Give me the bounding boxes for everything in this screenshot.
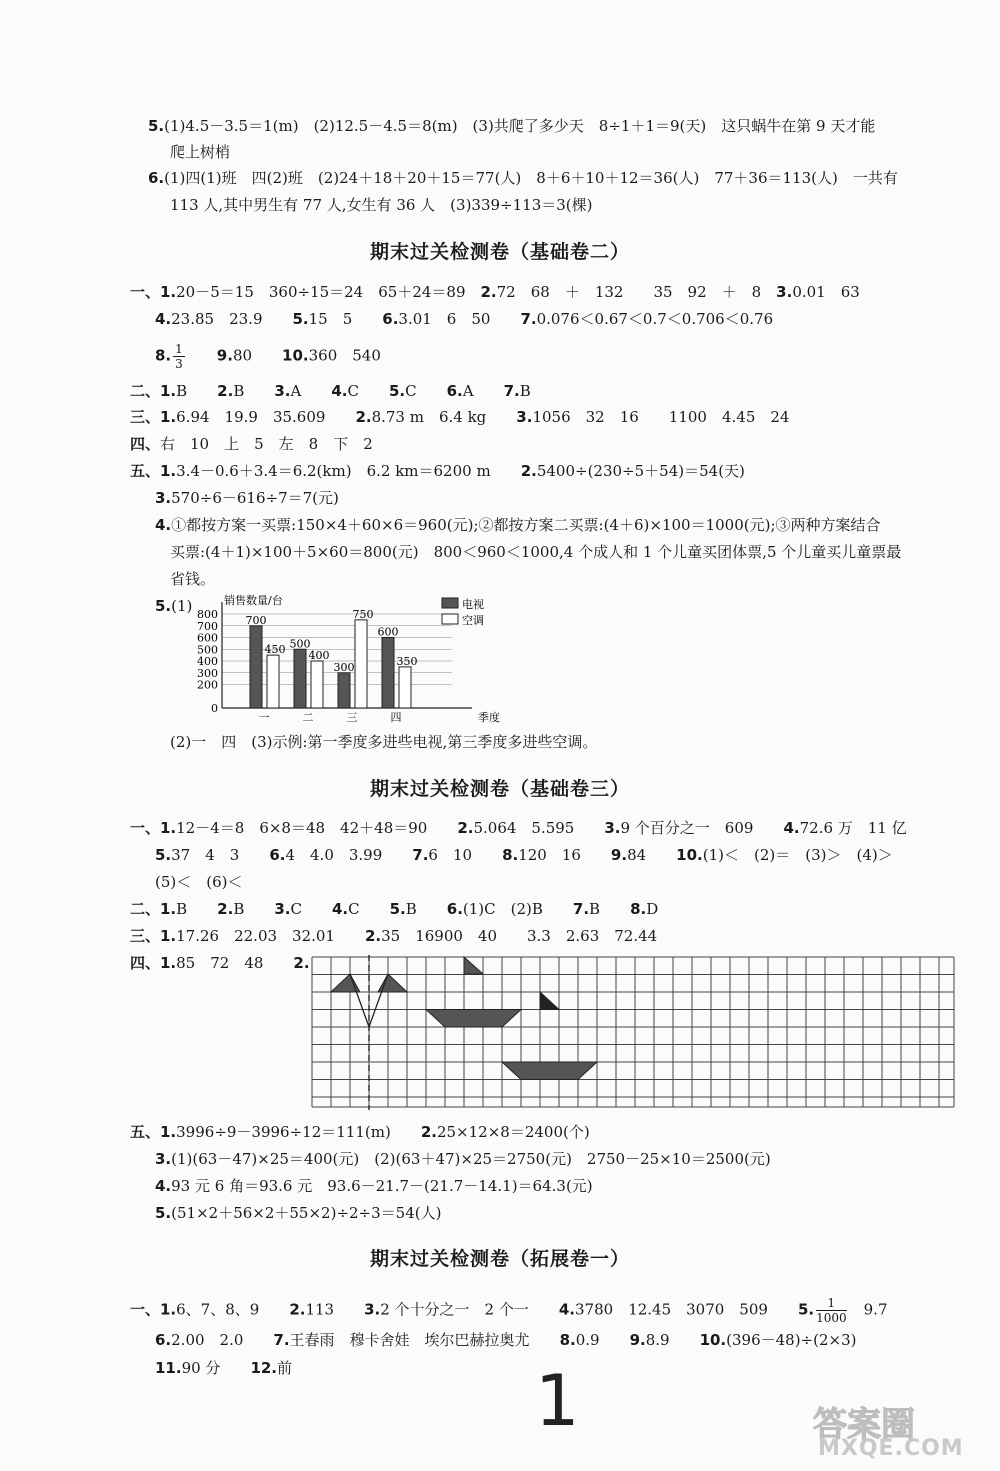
answer-line: 买票:(4＋1)×100＋5×60＝800(元) 800＜960＜1000,4 个成人和 1 个儿童买团体票,5 个儿童买儿童票最 — [170, 543, 902, 561]
answer-line: (2)一 四 (3)示例:第一季度多进些电视,第三季度多进些空调。 — [170, 733, 598, 751]
watermark-url: MXQE.COM — [818, 1436, 964, 1461]
section-title: 期末过关检测卷（基础卷三） — [369, 778, 630, 800]
y-tick-label: 800 — [197, 608, 218, 621]
answer-line: 6.(1)四(1)班 四(2)班 (2)24＋18＋20＋15＝77(人) 8＋6＋10＋12＝36(人) 77＋36＝113(人) 一共有 — [148, 169, 898, 187]
upper-trapezoid-shape — [426, 1010, 521, 1028]
answer-line: 3.570÷6－616÷7＝7(元) — [155, 489, 339, 507]
grid-lines — [312, 957, 954, 1107]
legend-swatch — [442, 598, 458, 608]
transformation-grid-figure — [308, 955, 958, 1115]
answer-line: 4.①都按方案一买票:150×4＋60×6＝960(元);②都按方案二买票:(4＋6)×100＝1000(元);③两种方案结合 — [155, 516, 881, 534]
x-axis-label: 季度 — [478, 711, 500, 724]
bar-tv — [250, 626, 262, 708]
x-tick-label: 一 — [258, 711, 270, 724]
fraction: $\frac{1}{3}$ — [175, 342, 183, 371]
answer-line: 五、1.3996÷9－3996÷12＝111(m) 2.25×12×8＝2400(个) — [130, 1123, 590, 1141]
y-tick-label: 600 — [197, 631, 218, 645]
x-tick-label: 二 — [302, 711, 314, 724]
answer-line: (5)＜ (6)＜ — [155, 873, 243, 891]
fraction: $\frac{1}{1000}$ — [816, 1296, 847, 1325]
answer-line: 二、1.B 2.B 3.C 4.C 5.B 6.(1)C (2)B 7.B 8.D — [130, 900, 659, 918]
section-title: 期末过关检测卷（拓展卷一） — [369, 1248, 630, 1270]
answer-line: 省钱。 — [170, 570, 216, 588]
data-label: 500 — [289, 637, 311, 651]
bar-ac — [311, 661, 323, 708]
data-label: 600 — [377, 625, 399, 639]
data-label: 700 — [245, 613, 267, 627]
y-tick-label: 500 — [197, 643, 218, 657]
answer-line: 5.(1)4.5－3.5＝1(m) (2)12.5－4.5＝8(m) (3)共爬了多少天 8÷1＋1＝9(天) 这只蜗牛在第 9 天才能 — [148, 117, 876, 135]
bar-ac — [399, 667, 411, 708]
answer-line: 3.(1)(63－47)×25＝400(元) (2)(63＋47)×25＝2750(元) 2750－25×10＝2500(元) — [155, 1150, 771, 1168]
y-tick-label: 0 — [211, 702, 218, 715]
page-number: 1 — [535, 1360, 580, 1442]
answer-line: 二、1.B 2.B 3.A 4.C 5.C 6.A 7.B — [130, 382, 531, 400]
x-tick-label: 四 — [390, 711, 402, 724]
bar-tv — [294, 649, 306, 708]
data-label: 350 — [396, 654, 418, 668]
data-label: 450 — [264, 643, 286, 657]
y-axis-label: 销售数量/台 — [224, 594, 283, 607]
answer-line: 11.90 分 12.前 — [155, 1359, 293, 1377]
answer-line: 一、1.6、7、8、9 2.113 3.2 个十分之一 2 个一 4.3780 12.45 3070 509 5. $\frac{1}{1000}$ 9.7 — [130, 1296, 888, 1325]
answer-line: 4.93 元 6 角＝93.6 元 93.6－21.7－(21.7－14.1)＝64.3(元) — [155, 1177, 593, 1195]
y-tick-label: 200 — [197, 678, 218, 692]
top-triangle-shape — [464, 957, 483, 974]
bar-tv — [338, 673, 350, 708]
bar-ac — [267, 655, 279, 708]
answer-line: 113 人,其中男生有 77 人,女生有 36 人 (3)339÷113＝3(棵) — [170, 196, 593, 214]
answer-line: 一、1.20－5＝15 360÷15＝24 65＋24＝89 2.72 68 ＋ 132 35 92 ＋ 8 3.0.01 63 — [130, 283, 860, 301]
answer-line: 5.(1) — [155, 597, 193, 615]
data-label: 400 — [308, 649, 330, 662]
answer-line: 三、1.6.94 19.9 35.609 2.8.73 m 6.4 kg 3.1056 32 16 1100 4.45 24 — [130, 408, 790, 426]
small-triangle-shape — [540, 992, 559, 1010]
answer-line: 8. $\frac{1}{3}$ 9.80 10.360 540 — [155, 342, 381, 371]
data-label: 750 — [352, 607, 374, 621]
legend-swatch — [442, 614, 458, 624]
y-tick-label: 400 — [197, 655, 218, 668]
answer-line: 5.(51×2＋56×2＋55×2)÷2÷3＝54(人) — [155, 1204, 442, 1222]
answer-line: 4.23.85 23.9 5.15 5 6.3.01 6 50 7.0.076＜0.67＜0.7＜0.706＜0.76 — [155, 310, 774, 328]
answer-line: 五、1.3.4－0.6＋3.4＝6.2(km) 6.2 km＝6200 m 2.5400÷(230÷5＋54)＝54(天) — [130, 462, 745, 480]
answer-line: 四、1.85 72 48 2. — [130, 954, 310, 972]
answer-line: 5.37 4 3 6.4 4.0 3.99 7.6 10 8.120 16 9.84 10.(1)＜ (2)＝ (3)＞ (4)＞ — [155, 846, 893, 864]
x-tick-label: 三 — [346, 711, 358, 724]
bar-ac — [355, 620, 367, 708]
legend-label: 空调 — [462, 614, 484, 627]
answer-line: 四、右 10 上 5 左 8 下 2 — [130, 435, 373, 453]
bar-tv — [382, 638, 394, 709]
answer-line: 6.2.00 2.0 7.王春雨 穆卡舍娃 埃尔巴赫拉奥尤 8.0.9 9.8.9 10.(396－48)÷(2×3) — [155, 1331, 857, 1349]
lower-trapezoid-shape — [502, 1062, 597, 1080]
legend-label: 电视 — [462, 598, 484, 611]
answer-line: 爬上树梢 — [170, 143, 231, 161]
data-label: 300 — [333, 660, 355, 674]
section-title: 期末过关检测卷（基础卷二） — [369, 241, 630, 263]
y-tick-label: 700 — [197, 619, 218, 633]
bar-chart — [170, 594, 500, 729]
watermark-logo-text: 答案圈 — [813, 1405, 915, 1445]
answer-line: 一、1.12－4＝8 6×8＝48 42＋48＝90 2.5.064 5.595 3.9 个百分之一 609 4.72.6 万 11 亿 — [130, 819, 907, 837]
y-tick-label: 300 — [197, 666, 218, 680]
answer-line: 三、1.17.26 22.03 32.01 2.35 16900 40 3.3 2.63 72.44 — [130, 927, 658, 945]
